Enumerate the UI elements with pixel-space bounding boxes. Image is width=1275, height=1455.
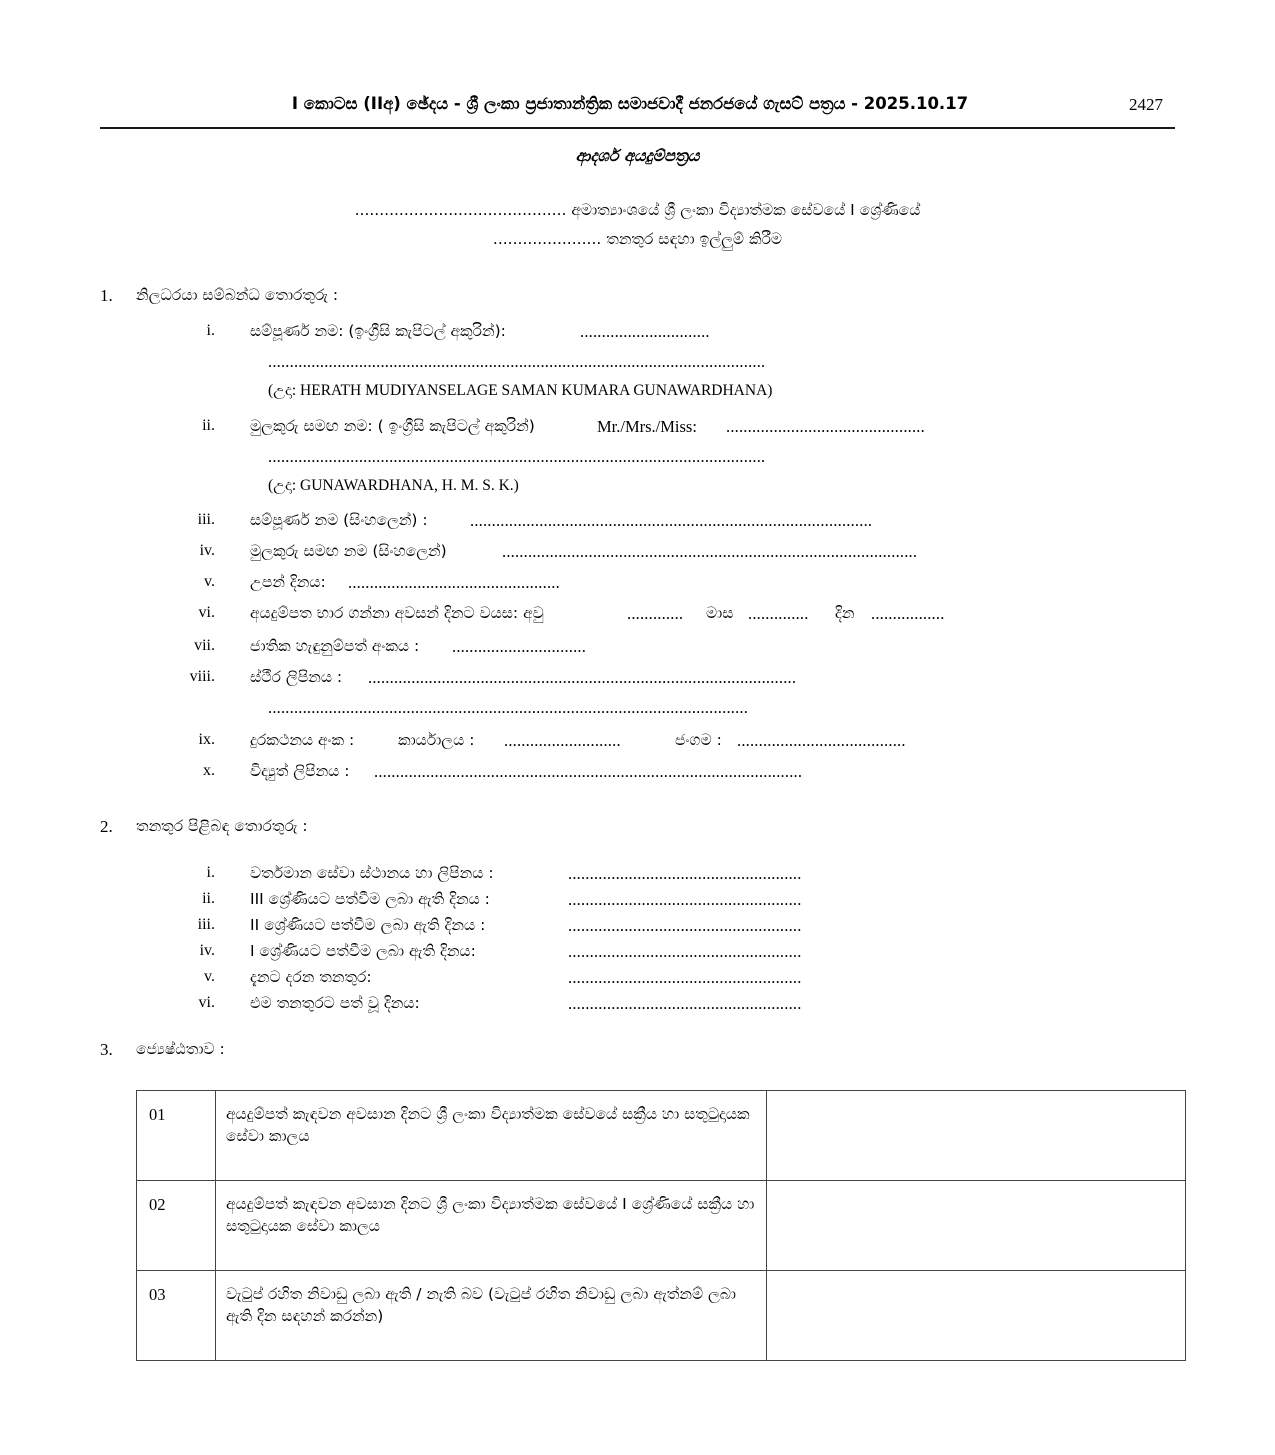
- item-2-ii-roman: ii.: [202, 890, 215, 907]
- document-title: ආදර්ශ අයදුම්පත්‍රය: [575, 146, 700, 165]
- row-answer-cell[interactable]: [767, 1091, 1186, 1181]
- item-2-iv-roman: iv.: [199, 942, 215, 959]
- row-number: 01: [137, 1091, 216, 1181]
- header-divider: [100, 127, 1175, 129]
- intro-line-1: ........................................... අමාත්‍යාංශයේ ශ්‍රී ලංකා විද්‍යාත්මක සේවයේ I ශ්‍රේණියේ: [354, 201, 921, 219]
- item-1-iv-roman: iv.: [199, 542, 215, 559]
- item-1-vi-dots-3[interactable]: .................: [871, 604, 945, 623]
- item-1-ix-office-label: කාර්යාලය :: [398, 731, 475, 749]
- row-number: 02: [137, 1181, 216, 1271]
- item-1-vi-roman: vi.: [198, 604, 215, 621]
- item-1-viii-dots-1[interactable]: ...................................................................................................: [368, 668, 797, 687]
- item-2-ii-dots[interactable]: ......................................................: [568, 890, 802, 909]
- item-2-vi-roman: vi.: [198, 994, 215, 1011]
- item-1-viii-label: ස්ථීර ලිපිනය :: [250, 668, 343, 686]
- item-1-i-label: සම්පූර්ණ නම: (ඉංග්‍රීසි කැපිටල් අකුරින්):: [250, 322, 506, 340]
- item-1-ix-mobile-dots[interactable]: .......................................: [737, 731, 906, 750]
- item-1-x-roman: x.: [203, 762, 215, 779]
- row-number: 03: [137, 1271, 216, 1361]
- item-1-vi-unit-day: දින: [835, 604, 855, 622]
- item-1-v-dots[interactable]: .................................................: [348, 573, 560, 592]
- item-1-x-label: විද්‍යුත් ලිපිනය :: [250, 762, 350, 780]
- table-row: [137, 1181, 1186, 1271]
- row-description: අයදුම්පත් කැඳවන අවසාන දිනට ශ්‍රී ලංකා විද්‍යාත්මක සේවයේ සක්‍රීය හා සතුටුදායක සේවා කාලය: [216, 1091, 767, 1181]
- item-2-iv-dots[interactable]: ......................................................: [568, 942, 802, 961]
- table-row: [137, 1271, 1186, 1361]
- item-1-i-dots-2[interactable]: ...................................................................................................................: [268, 352, 766, 371]
- item-1-ii-example: (උදා: GUNAWARDHANA, H. M. S. K.): [268, 477, 519, 494]
- section-2-heading: තනතුර පිළිබඳ තොරතුරු :: [136, 817, 308, 835]
- item-1-vii-dots[interactable]: ...............................: [452, 637, 587, 656]
- item-1-viii-roman: viii.: [189, 668, 215, 685]
- item-1-ix-label: දුරකථනය අංක :: [250, 731, 355, 749]
- item-2-iii-label: II ශ්‍රේණියට පත්වීම ලබා ඇති දිනය :: [250, 916, 486, 934]
- item-1-i-dots-1[interactable]: ..............................: [580, 322, 710, 341]
- item-1-ii-label: මුලකුරු සමඟ නම: ( ඉංග්‍රීසි කැපිටල් අකුරින්): [250, 417, 535, 435]
- item-1-ii-roman: ii.: [202, 417, 215, 434]
- item-2-v-dots[interactable]: ......................................................: [568, 968, 802, 987]
- item-1-vii-label: ජාතික හැඳුනුම්පත් අංකය :: [250, 637, 420, 655]
- item-1-vi-dots-2[interactable]: ..............: [748, 604, 809, 623]
- item-1-ix-office-dots[interactable]: ...........................: [504, 731, 621, 750]
- item-2-iii-roman: iii.: [197, 916, 215, 933]
- page-number: 2427: [1129, 95, 1163, 114]
- item-1-vii-roman: vii.: [194, 637, 215, 654]
- item-1-ii-dots-1[interactable]: ..............................................: [726, 417, 925, 436]
- item-1-iii-label: සම්පූර්ණ නම (සිංහලෙන්) :: [250, 511, 428, 529]
- item-1-iii-dots[interactable]: .............................................................................................: [470, 511, 873, 530]
- section-1-heading: නිලධරයා සම්බන්ධ තොරතුරු :: [136, 286, 339, 304]
- page-header: [100, 94, 1175, 124]
- item-1-ii-latin-prefix: Mr./Mrs./Miss:: [597, 417, 697, 436]
- seniority-table: [136, 1090, 1186, 1361]
- item-2-v-label: දැනට දරන තනතුර:: [250, 968, 372, 986]
- section-3-number: 3.: [100, 1040, 113, 1059]
- item-1-viii-dots-2[interactable]: ...............................................................................................................: [268, 698, 749, 717]
- item-1-iv-dots[interactable]: ................................................................................................: [502, 542, 918, 561]
- row-answer-cell[interactable]: [767, 1271, 1186, 1361]
- item-2-ii-label: III ශ්‍රේණියට පත්වීම ලබා ඇති දිනය :: [250, 890, 490, 908]
- item-2-i-dots[interactable]: ......................................................: [568, 864, 802, 883]
- item-1-x-dots[interactable]: ...................................................................................................: [374, 762, 803, 781]
- item-2-vi-dots[interactable]: ......................................................: [568, 994, 802, 1013]
- item-1-v-roman: v.: [204, 573, 215, 590]
- section-2-number: 2.: [100, 817, 113, 836]
- section-1-number: 1.: [100, 286, 113, 305]
- item-1-vi-label: අයදුම්පත භාර ගන්නා අවසන් දිනට වයස: අවු: [250, 604, 544, 622]
- table-row: [137, 1091, 1186, 1181]
- item-1-ix-roman: ix.: [198, 731, 215, 748]
- row-answer-cell[interactable]: [767, 1181, 1186, 1271]
- item-2-iv-label: I ශ්‍රේණියට පත්වීම ලබා ඇති දිනය:: [250, 942, 476, 960]
- row-description: වැටුප් රහිත නිවාඩු ලබා ඇති / නැති බව (වැටුප් රහිත නිවාඩු ලබා ඇත්නම් ලබා ඇති දින සඳහන් කරන්න): [216, 1271, 767, 1361]
- row-description: අයදුම්පත් කැඳවන අවසාන දිනට ශ්‍රී ලංකා විද්‍යාත්මක සේවයේ I ශ්‍රේණියේ සක්‍රීය හා සතුටුදායක සේවා කාලය: [216, 1181, 767, 1271]
- item-2-iii-dots[interactable]: ......................................................: [568, 916, 802, 935]
- item-2-i-roman: i.: [206, 864, 215, 881]
- item-1-i-roman: i.: [206, 322, 215, 339]
- item-1-iii-roman: iii.: [197, 511, 215, 528]
- item-1-v-label: උපන් දිනය:: [250, 573, 326, 591]
- section-3-heading: ජ්‍යෙෂ්ඨතාව :: [136, 1040, 225, 1058]
- item-1-ix-mobile-label: ජංගම :: [675, 731, 722, 749]
- gazette-header-title: I කොටස (IIඅ) ඡේදය - ශ්‍රී ලංකා ප්‍රජාතාන්ත්‍රික සමාජවාදී ජනරජයේ ගැසට් පත්‍රය - 2025.10.17: [291, 94, 969, 113]
- item-1-ii-dots-2[interactable]: ...................................................................................................................: [268, 447, 766, 466]
- item-1-iv-label: මුලකුරු සමඟ නම (සිංහලෙන්): [250, 542, 447, 560]
- item-2-vi-label: එම තනතුරට පත් වූ දිනය:: [250, 994, 420, 1012]
- item-1-vi-unit-month: මාස: [706, 604, 734, 622]
- intro-line-2: ...................... තනතුර සඳහා ඉල්ලුම් කිරීම: [492, 230, 783, 248]
- item-1-vi-dots-1[interactable]: .............: [627, 604, 684, 623]
- item-2-i-label: වර්තමාන සේවා ස්ථානය හා ලිපිනය :: [250, 864, 494, 882]
- item-1-i-example: (උදා: HERATH MUDIYANSELAGE SAMAN KUMARA GUNAWARDHANA): [268, 382, 773, 399]
- item-2-v-roman: v.: [204, 968, 215, 985]
